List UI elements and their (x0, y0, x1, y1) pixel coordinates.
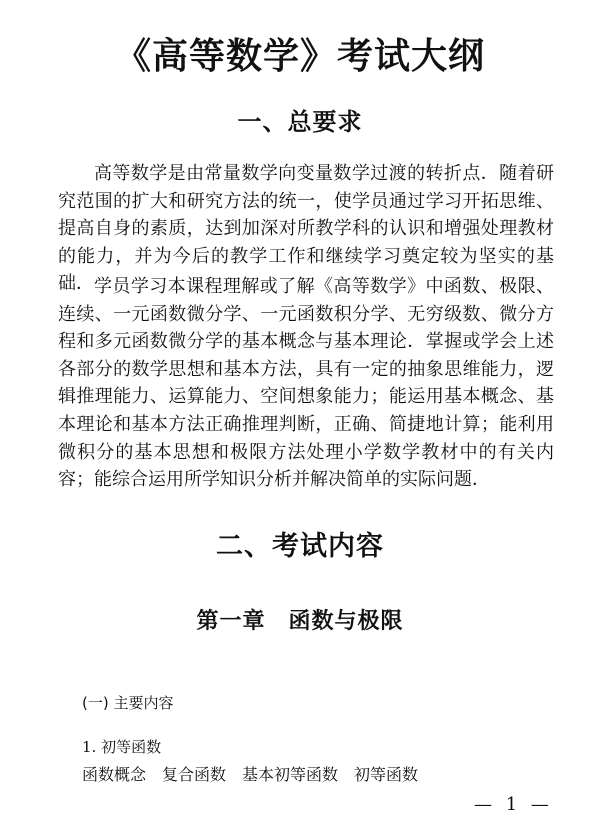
chapter-heading: 第一章 函数与极限 (196, 608, 404, 634)
page-number: — 1 — (474, 794, 553, 815)
section-heading-general-requirements: 一、总要求 (237, 107, 363, 136)
item-content: 函数概念 复合函数 基本初等函数 初等函数 (82, 765, 419, 784)
document-title: 《高等数学》考试大纲 (114, 35, 485, 77)
subsection-heading: (一) 主要内容 (82, 694, 174, 712)
item-title: 1. 初等函数 (82, 738, 162, 756)
paragraph-intro: 高等数学是由常量数学向变量数学过渡的转折点．随着研究范围的扩大和研究方法的统一，使学员通过学习开拓思维、提高自身的素质，达到加深对所教学科的认识和增强处理教材的能力，并为今后的教学工作和继续学习奠定较为坚实的基础． (58, 163, 554, 295)
paragraph-objectives: 学员学习本课程理解或了解《高等数学》中函数、极限、连续、一元函数微分学、一元函数积分学、无穷级数、微分方程和多元函数微分学的基本概念与基本理论．掌握或学会上述各部分的数学思想和基本方法，具有一定的抽象思维能力，逻辑推理能力、运算能力、空间想象能力；能运用基本概念、基本理论和基本方法正确推理判断，正确、简捷地计算；能利用微积分的基本思想和极限方法处理小学数学教材中的有关内容；能综合运用所学知识分析并解决简单的实际问题． (58, 276, 554, 491)
section-heading-exam-content: 二、考试内容 (216, 531, 384, 562)
